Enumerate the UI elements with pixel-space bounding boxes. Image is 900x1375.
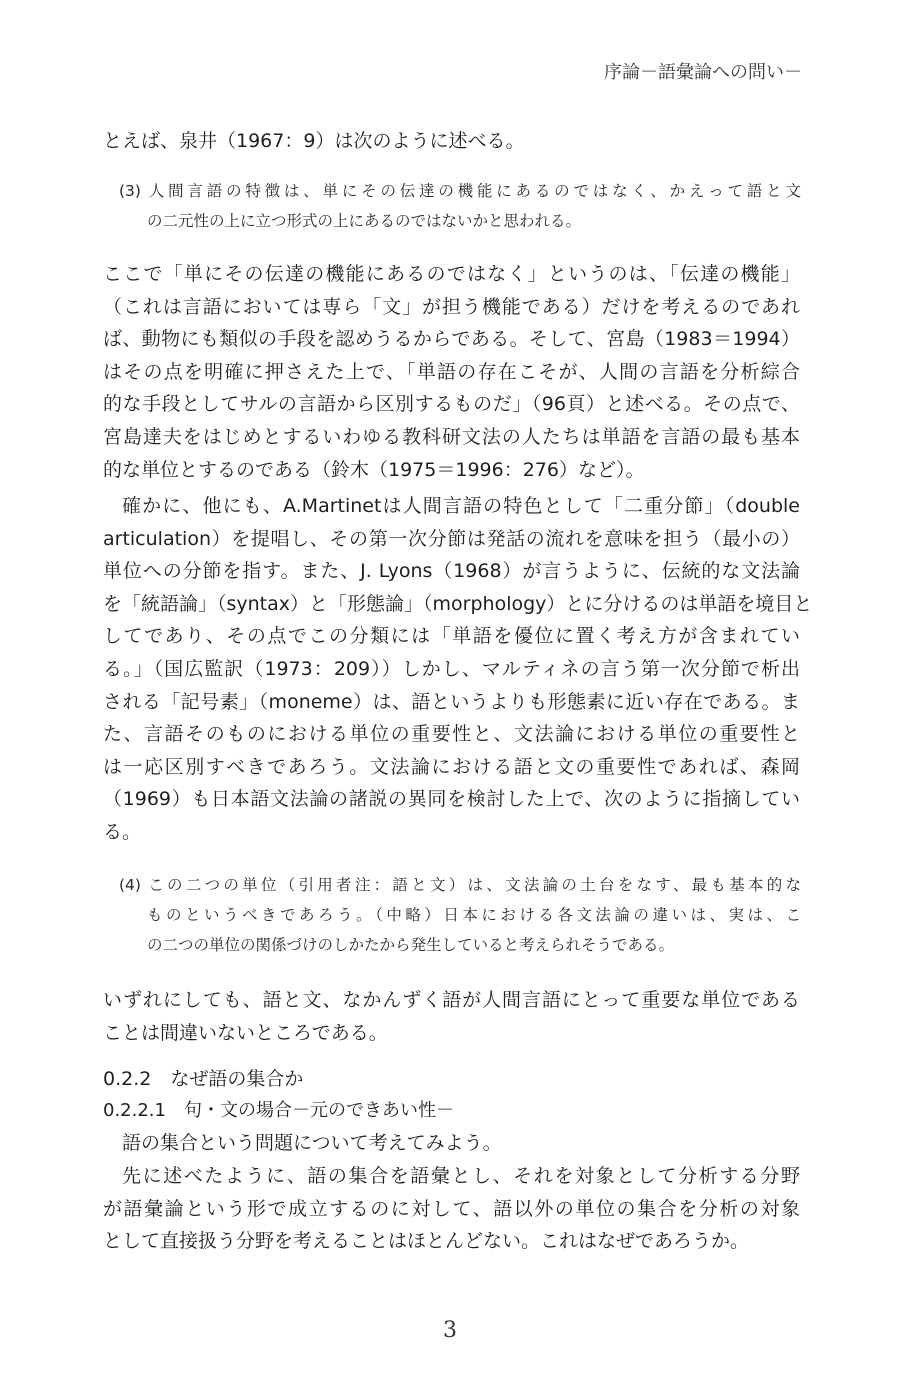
text-line: る。」（国広監訳（1973：209））しかし、マルティネの言う第一次分節で析出 — [103, 657, 800, 680]
text-line: 確かに、他にも、A.Martinetは人間言語の特色として「二重分節」（double — [122, 495, 800, 517]
text-line: いずれにしても、語と文、なかんずく語が人間言語にとって重要な単位である — [103, 989, 800, 1011]
text-line: 的な単位とするのである（鈴木（1975＝1996：276）など）。 — [103, 458, 645, 481]
paragraph-2 — [103, 490, 813, 849]
quote-line: の二つの単位の関係づけのしかたから発生していると考えられそうである。 — [147, 936, 675, 954]
text-line: として直接扱う分野を考えることはほとんどない。これはなぜであろうか。 — [103, 1230, 750, 1253]
section-heading — [103, 1063, 800, 1127]
text-line: される「記号素」（moneme）は、語というよりも形態素に近い存在である。ま — [103, 690, 800, 713]
text-line: はその点を明確に押さえた上で、「単語の存在こそが、人間の言語を分析綜合 — [103, 360, 800, 383]
quote-number: (3) — [119, 182, 141, 200]
text-line: 単位への分節を指す。また、J. Lyons（1968）が言うように、伝統的な文法論 — [103, 560, 800, 583]
quote-3 — [119, 176, 801, 236]
quote-line: (3) 人間言語の特徴は、単にその伝達の機能にあるのではなく、かえって語と文 — [119, 176, 801, 206]
intro-paragraph — [103, 125, 800, 158]
text-line: 宮島達夫をはじめとするいわゆる教科研文法の人たちは単語を言語の最も基本 — [103, 425, 800, 448]
paragraph-4 — [103, 1127, 800, 1160]
text-line: 語の集合という問題について考えてみよう。 — [122, 1132, 502, 1154]
text-line: ここで「単にその伝達の機能にあるのではなく」というのは、「伝達の機能」 — [103, 263, 800, 285]
page-number: 3 — [443, 1318, 457, 1343]
text-line: （これは言語においては専ら「文」が担う機能である）だけを考えるのであれ — [103, 295, 800, 318]
quote-4 — [119, 870, 801, 960]
quote-number: (4) — [119, 876, 141, 894]
text-line: ば、動物にも類似の手段を認めうるからである。そして、宮島（1983＝1994） — [103, 328, 800, 351]
text-line: 的な手段としてサルの言語から区別するものだ」（96頁）と述べる。その点で、 — [103, 393, 800, 416]
text-line: してであり、その点でこの分類には「単語を優位に置く考え方が含まれてい — [103, 625, 800, 648]
running-header: 序論－語彙論への問い－ — [604, 62, 802, 83]
quote-line: ものというべきであろう。（中略）日本における各文法論の違いは、実は、こ — [147, 906, 801, 924]
quote-line: の二元性の上に立つ形式の上にあるのではないかと思われる。 — [147, 212, 582, 230]
paragraph-3 — [103, 984, 800, 1049]
text-line: る。 — [103, 820, 142, 843]
section-title: 0.2.2 なぜ語の集合か — [103, 1068, 304, 1090]
text-line: た、言語そのものにおける単位の重要性と、文法論における単位の重要性と — [103, 723, 800, 746]
text-line: 先に述べたように、語の集合を語彙とし、それを対象として分析する分野 — [122, 1165, 800, 1187]
quote-line: (4) この二つの単位（引用者注：語と文）は、文法論の土台をなす、最も基本的な — [119, 870, 801, 900]
text-line: ことは間違いないところである。 — [103, 1021, 388, 1044]
subsection-title: 0.2.2.1 句・文の場合－元のできあい性－ — [103, 1100, 454, 1121]
text-line: （1969）も日本語文法論の諸説の異同を検討した上で、次のように指摘してい — [103, 788, 800, 811]
text-line: が語彙論という形で成立するのに対して、語以外の単位の集合を分析の対象 — [103, 1197, 800, 1220]
text-line: とえば、泉井（1967：9）は次のように述べる。 — [103, 130, 525, 152]
text-line: articulation）を提唱し、その第一次分節は発話の流れを意味を担う（最小の） — [103, 527, 800, 550]
paragraph-5 — [103, 1160, 800, 1258]
text-line: は一応区別すべきであろう。文法論における語と文の重要性であれば、森岡 — [103, 755, 800, 778]
paragraph-1 — [103, 258, 800, 486]
text-line: を「統語論」（syntax）と「形態論」（morphology）とに分けるのは単語を境目と — [103, 592, 813, 615]
